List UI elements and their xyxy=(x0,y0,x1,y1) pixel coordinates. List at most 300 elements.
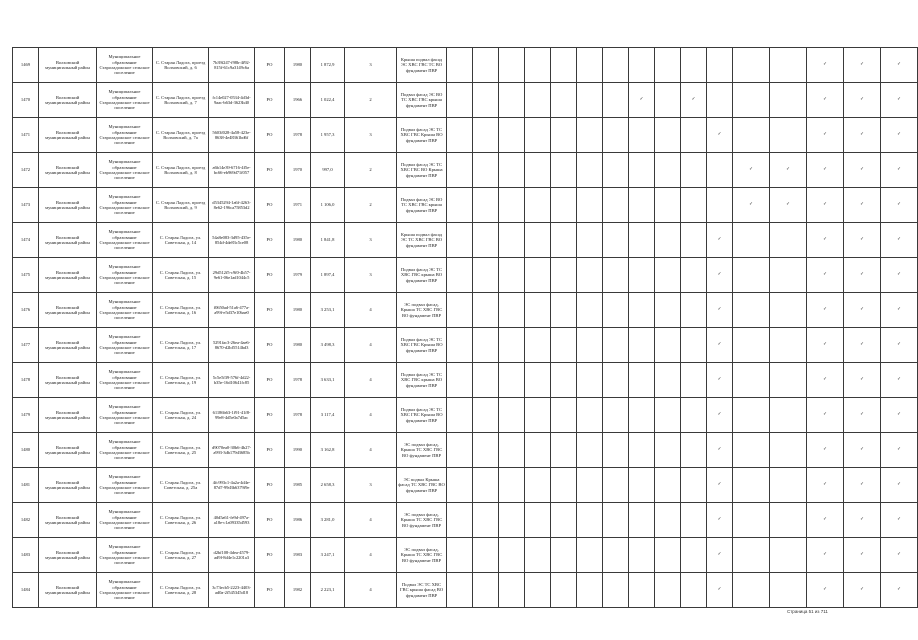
district-cell: Волховский муниципальный район xyxy=(39,293,97,328)
row-number: 1476 xyxy=(13,293,39,328)
settlement-cell: Муниципальное образование Староладожское сельское поселение xyxy=(97,118,153,153)
register-table xyxy=(12,47,918,608)
check-mark-icon: ✓ xyxy=(807,398,844,433)
table-row xyxy=(13,468,918,503)
empty-cell xyxy=(629,398,655,433)
table-row xyxy=(13,433,918,468)
empty-cell xyxy=(525,433,551,468)
empty-cell xyxy=(447,398,473,433)
empty-cell xyxy=(770,223,807,258)
check-mark-icon: ✓ xyxy=(881,258,918,293)
table-row xyxy=(13,538,918,573)
empty-cell xyxy=(733,363,770,398)
settlement-cell: Муниципальное образование Староладожское сельское поселение xyxy=(97,363,153,398)
check-mark-icon: ✓ xyxy=(844,188,881,223)
settlement-cell: Муниципальное образование Староладожское сельское поселение xyxy=(97,328,153,363)
works-cell: ЭС подвал Крыша фасад ТС ХВС ГВС ВО фундамент ПВР xyxy=(397,468,447,503)
empty-cell xyxy=(525,363,551,398)
guid-cell: 5603f028-4a58-423e-8638-4e48361bd6f xyxy=(209,118,255,153)
empty-cell xyxy=(707,188,733,223)
works-cell: Подвал фасад ЭС ТС ХВС ГВС Крыша ВО фундамент ПВР xyxy=(397,328,447,363)
empty-cell xyxy=(603,188,629,223)
empty-cell xyxy=(551,258,577,293)
empty-cell xyxy=(629,573,655,608)
check-mark-icon: ✓ xyxy=(807,48,844,83)
empty-cell xyxy=(551,398,577,433)
empty-cell xyxy=(473,573,499,608)
works-cell: ЭС подвал фасад, Крыша ТС ХВС ГВС ВО фундамент ПВР xyxy=(397,538,447,573)
table-row xyxy=(13,503,918,538)
check-mark-icon: ✓ xyxy=(881,83,918,118)
works-cell: Подвал ЭС ТС ХВС ГВС крыша фасад ВО фундамент ПВР xyxy=(397,573,447,608)
table-body xyxy=(13,48,918,608)
empty-cell xyxy=(655,398,681,433)
empty-cell xyxy=(681,538,707,573)
empty-cell xyxy=(770,83,807,118)
empty-cell xyxy=(473,538,499,573)
table-row xyxy=(13,118,918,153)
empty-cell xyxy=(499,363,525,398)
check-mark-icon: ✓ xyxy=(881,223,918,258)
empty-cell xyxy=(655,468,681,503)
empty-cell xyxy=(577,188,603,223)
check-mark-icon: ✓ xyxy=(807,153,844,188)
check-mark-icon: ✓ xyxy=(881,153,918,188)
empty-cell xyxy=(655,433,681,468)
row-number: 1469 xyxy=(13,48,39,83)
check-mark-icon: ✓ xyxy=(807,503,844,538)
empty-cell xyxy=(629,433,655,468)
check-mark-icon: ✓ xyxy=(881,188,918,223)
check-mark-icon: ✓ xyxy=(844,153,881,188)
row-number: 1477 xyxy=(13,328,39,363)
empty-cell xyxy=(629,293,655,328)
empty-cell xyxy=(681,48,707,83)
check-mark-icon: ✓ xyxy=(707,468,733,503)
year-cell: 1980 xyxy=(285,328,311,363)
district-cell: Волховский муниципальный район xyxy=(39,363,97,398)
check-mark-icon: ✓ xyxy=(707,293,733,328)
table-row xyxy=(13,83,918,118)
check-mark-icon: ✓ xyxy=(770,188,807,223)
empty-cell xyxy=(629,118,655,153)
empty-cell xyxy=(629,328,655,363)
empty-cell xyxy=(603,573,629,608)
empty-cell xyxy=(681,223,707,258)
year-cell: 1980 xyxy=(285,48,311,83)
empty-cell xyxy=(681,573,707,608)
empty-cell xyxy=(655,83,681,118)
area-cell: 3 253,1 xyxy=(311,293,345,328)
empty-cell xyxy=(473,83,499,118)
year-cell: 1990 xyxy=(285,433,311,468)
year-cell: 1971 xyxy=(285,188,311,223)
empty-cell xyxy=(770,48,807,83)
year-cell: 1980 xyxy=(285,223,311,258)
empty-cell xyxy=(603,153,629,188)
check-mark-icon: ✓ xyxy=(844,223,881,258)
empty-cell xyxy=(577,83,603,118)
check-mark-icon: ✓ xyxy=(881,398,918,433)
check-mark-icon: ✓ xyxy=(881,503,918,538)
check-mark-icon: ✓ xyxy=(807,293,844,328)
empty-cell xyxy=(681,433,707,468)
type-cell: РО xyxy=(255,433,285,468)
guid-cell: a6b14e39-6716-4f5e-bc66-eb969d71f057 xyxy=(209,153,255,188)
row-number: 1479 xyxy=(13,398,39,433)
empty-cell xyxy=(655,328,681,363)
empty-cell xyxy=(525,153,551,188)
empty-cell xyxy=(655,293,681,328)
floors-cell: 3 xyxy=(345,118,397,153)
empty-cell xyxy=(551,433,577,468)
empty-cell xyxy=(499,258,525,293)
empty-cell xyxy=(551,363,577,398)
empty-cell xyxy=(770,293,807,328)
check-mark-icon: ✓ xyxy=(707,223,733,258)
empty-cell xyxy=(733,118,770,153)
empty-cell xyxy=(551,328,577,363)
empty-cell xyxy=(681,188,707,223)
empty-cell xyxy=(525,188,551,223)
address-cell: С. Старая Ладога, проезд Волховский, д. 6 xyxy=(153,48,209,83)
check-mark-icon: ✓ xyxy=(881,328,918,363)
empty-cell xyxy=(525,398,551,433)
empty-cell xyxy=(733,398,770,433)
empty-cell xyxy=(447,83,473,118)
floors-cell: 3 xyxy=(345,48,397,83)
district-cell: Волховский муниципальный район xyxy=(39,258,97,293)
check-mark-icon: ✓ xyxy=(807,188,844,223)
page-footer: Страница 51 из 711 xyxy=(787,609,828,614)
works-cell: Крыша подвал фасад ЭС ТС ХВС ГВС ВО фундамент ПВР xyxy=(397,223,447,258)
empty-cell xyxy=(603,83,629,118)
empty-cell xyxy=(629,48,655,83)
area-cell: 2 658,3 xyxy=(311,468,345,503)
empty-cell xyxy=(603,538,629,573)
guid-cell: d2bf108-4dea-4579-ad9f-8d4e1c2201a3 xyxy=(209,538,255,573)
empty-cell xyxy=(447,188,473,223)
works-cell: Подвал фасад ЭС ТС ХВС ГВС крыша ВО фундамент ПВР xyxy=(397,363,447,398)
floors-cell: 4 xyxy=(345,363,397,398)
address-cell: С. Старая Ладога, ул. Советская, д. 27 xyxy=(153,538,209,573)
settlement-cell: Муниципальное образование Староладожское сельское поселение xyxy=(97,153,153,188)
empty-cell xyxy=(655,573,681,608)
guid-cell: d9070ea0-30b6-4b27-a993-3db179d3685b xyxy=(209,433,255,468)
empty-cell xyxy=(577,363,603,398)
empty-cell xyxy=(603,398,629,433)
works-cell: ЭС подвал фасад, Крыша ТС ХВС ГВС ВО фундамент ПВР xyxy=(397,503,447,538)
address-cell: С. Старая Ладога, проезд Волховский, д. 7 xyxy=(153,83,209,118)
floors-cell: 3 xyxy=(345,468,397,503)
guid-cell: d5345294-1a6f-4263-8e62-196ca75853d2 xyxy=(209,188,255,223)
floors-cell: 2 xyxy=(345,188,397,223)
district-cell: Волховский муниципальный район xyxy=(39,153,97,188)
settlement-cell: Муниципальное образование Староладожское сельское поселение xyxy=(97,223,153,258)
type-cell: РО xyxy=(255,83,285,118)
empty-cell xyxy=(681,293,707,328)
empty-cell xyxy=(603,48,629,83)
empty-cell xyxy=(681,153,707,188)
guid-cell: 29d512f5-c9f0-4b57-9e61-06e1ad1044c5 xyxy=(209,258,255,293)
settlement-cell: Муниципальное образование Староладожское сельское поселение xyxy=(97,503,153,538)
empty-cell xyxy=(770,258,807,293)
empty-cell xyxy=(473,398,499,433)
works-cell: Подвал фасад ЭС ТС ХВС ГВС крыша ВО фундамент ПВР xyxy=(397,258,447,293)
district-cell: Волховский муниципальный район xyxy=(39,433,97,468)
check-mark-icon: ✓ xyxy=(807,118,844,153)
empty-cell xyxy=(551,293,577,328)
empty-cell xyxy=(473,223,499,258)
empty-cell xyxy=(551,48,577,83)
area-cell: 1 957,3 xyxy=(311,118,345,153)
guid-cell: 61186b63-1f91-41f8-99e8-4d5e0a7d5ac xyxy=(209,398,255,433)
empty-cell xyxy=(577,223,603,258)
empty-cell xyxy=(603,293,629,328)
empty-cell xyxy=(499,398,525,433)
empty-cell xyxy=(447,153,473,188)
type-cell: РО xyxy=(255,468,285,503)
empty-cell xyxy=(629,188,655,223)
floors-cell: 4 xyxy=(345,293,397,328)
empty-cell xyxy=(499,153,525,188)
empty-cell xyxy=(577,153,603,188)
empty-cell xyxy=(577,293,603,328)
empty-cell xyxy=(473,328,499,363)
empty-cell xyxy=(770,468,807,503)
check-mark-icon: ✓ xyxy=(707,433,733,468)
empty-cell xyxy=(447,293,473,328)
empty-cell xyxy=(525,83,551,118)
check-mark-icon: ✓ xyxy=(733,188,770,223)
row-number: 1473 xyxy=(13,188,39,223)
empty-cell xyxy=(473,293,499,328)
empty-cell xyxy=(655,48,681,83)
empty-cell xyxy=(525,328,551,363)
empty-cell xyxy=(551,573,577,608)
empty-cell xyxy=(525,223,551,258)
empty-cell xyxy=(525,573,551,608)
empty-cell xyxy=(447,468,473,503)
floors-cell: 3 xyxy=(345,258,397,293)
table-row xyxy=(13,188,918,223)
check-mark-icon: ✓ xyxy=(844,293,881,328)
type-cell: РО xyxy=(255,293,285,328)
area-cell: 3 281,0 xyxy=(311,503,345,538)
works-cell: Крыша подвал фасад ЭС ХВС ГВС ТС ВО фундамент ПВР xyxy=(397,48,447,83)
empty-cell xyxy=(733,538,770,573)
empty-cell xyxy=(681,258,707,293)
floors-cell: 3 xyxy=(345,223,397,258)
empty-cell xyxy=(499,188,525,223)
check-mark-icon: ✓ xyxy=(707,118,733,153)
type-cell: РО xyxy=(255,363,285,398)
empty-cell xyxy=(733,433,770,468)
row-number: 1484 xyxy=(13,573,39,608)
check-mark-icon: ✓ xyxy=(844,468,881,503)
empty-cell xyxy=(577,328,603,363)
empty-cell xyxy=(733,328,770,363)
empty-cell xyxy=(770,573,807,608)
check-mark-icon: ✓ xyxy=(881,48,918,83)
area-cell: 3 117,4 xyxy=(311,398,345,433)
floors-cell: 4 xyxy=(345,538,397,573)
empty-cell xyxy=(473,468,499,503)
empty-cell xyxy=(629,503,655,538)
row-number: 1474 xyxy=(13,223,39,258)
check-mark-icon: ✓ xyxy=(844,118,881,153)
address-cell: С. Старая Ладога, ул. Советская, д. 25 xyxy=(153,433,209,468)
address-cell: С. Старая Ладога, ул. Советская, д. 19 xyxy=(153,363,209,398)
empty-cell xyxy=(733,48,770,83)
empty-cell xyxy=(733,258,770,293)
empty-cell xyxy=(603,328,629,363)
works-cell: Подвал фасад ЭС ВО ТС ХВС ГВС крыша фундамент ПВР xyxy=(397,188,447,223)
table-row xyxy=(13,258,918,293)
district-cell: Волховский муниципальный район xyxy=(39,83,97,118)
empty-cell xyxy=(655,118,681,153)
empty-cell xyxy=(629,538,655,573)
table-row xyxy=(13,363,918,398)
empty-cell xyxy=(577,468,603,503)
empty-cell xyxy=(499,503,525,538)
empty-cell xyxy=(447,258,473,293)
district-cell: Волховский муниципальный район xyxy=(39,328,97,363)
empty-cell xyxy=(603,503,629,538)
empty-cell xyxy=(629,153,655,188)
check-mark-icon: ✓ xyxy=(733,153,770,188)
check-mark-icon: ✓ xyxy=(807,223,844,258)
type-cell: РО xyxy=(255,48,285,83)
empty-cell xyxy=(473,188,499,223)
empty-cell xyxy=(707,83,733,118)
year-cell: 1983 xyxy=(285,538,311,573)
empty-cell xyxy=(603,433,629,468)
empty-cell xyxy=(525,468,551,503)
check-mark-icon: ✓ xyxy=(844,258,881,293)
empty-cell xyxy=(447,223,473,258)
empty-cell xyxy=(499,48,525,83)
type-cell: РО xyxy=(255,153,285,188)
type-cell: РО xyxy=(255,573,285,608)
guid-cell: 40d5a61-fe9d-497a-a18e-c1a09335d593 xyxy=(209,503,255,538)
check-mark-icon: ✓ xyxy=(881,363,918,398)
check-mark-icon: ✓ xyxy=(881,433,918,468)
row-number: 1483 xyxy=(13,538,39,573)
empty-cell xyxy=(655,153,681,188)
empty-cell xyxy=(603,258,629,293)
address-cell: С. Старая Ладога, ул. Советская, д. 16 xyxy=(153,293,209,328)
empty-cell xyxy=(681,118,707,153)
area-cell: 2 223,1 xyxy=(311,573,345,608)
area-cell: 3 498,3 xyxy=(311,328,345,363)
empty-cell xyxy=(603,363,629,398)
empty-cell xyxy=(681,468,707,503)
guid-cell: 5c5e5f39-576f-4d22-b35e-16d10641fc85 xyxy=(209,363,255,398)
area-cell: 1 872,9 xyxy=(311,48,345,83)
empty-cell xyxy=(733,468,770,503)
row-number: 1481 xyxy=(13,468,39,503)
area-cell: 1 106,0 xyxy=(311,188,345,223)
guid-cell: f0650ad-51a6-477a-a99f-e5d37e10bae0 xyxy=(209,293,255,328)
empty-cell xyxy=(499,223,525,258)
check-mark-icon: ✓ xyxy=(770,153,807,188)
empty-cell xyxy=(447,538,473,573)
address-cell: С. Старая Ладога, ул. Советская, д. 26 xyxy=(153,503,209,538)
empty-cell xyxy=(499,83,525,118)
district-cell: Волховский муниципальный район xyxy=(39,188,97,223)
table-row xyxy=(13,48,918,83)
empty-cell xyxy=(681,398,707,433)
empty-cell xyxy=(473,363,499,398)
settlement-cell: Муниципальное образование Староладожское сельское поселение xyxy=(97,538,153,573)
floors-cell: 4 xyxy=(345,398,397,433)
check-mark-icon: ✓ xyxy=(707,258,733,293)
year-cell: 1982 xyxy=(285,573,311,608)
empty-cell xyxy=(447,48,473,83)
check-mark-icon: ✓ xyxy=(707,398,733,433)
district-cell: Волховский муниципальный район xyxy=(39,118,97,153)
table-row xyxy=(13,398,918,433)
year-cell: 1978 xyxy=(285,118,311,153)
area-cell: 1 022,4 xyxy=(311,83,345,118)
empty-cell xyxy=(525,118,551,153)
area-cell: 3 633,1 xyxy=(311,363,345,398)
empty-cell xyxy=(629,468,655,503)
row-number: 1482 xyxy=(13,503,39,538)
row-number: 1470 xyxy=(13,83,39,118)
table-row xyxy=(13,293,918,328)
check-mark-icon: ✓ xyxy=(844,48,881,83)
empty-cell xyxy=(551,188,577,223)
empty-cell xyxy=(473,153,499,188)
check-mark-icon: ✓ xyxy=(881,468,918,503)
empty-cell xyxy=(525,293,551,328)
check-mark-icon: ✓ xyxy=(629,83,655,118)
empty-cell xyxy=(577,433,603,468)
row-number: 1472 xyxy=(13,153,39,188)
settlement-cell: Муниципальное образование Староладожское сельское поселение xyxy=(97,188,153,223)
empty-cell xyxy=(770,503,807,538)
check-mark-icon: ✓ xyxy=(707,538,733,573)
guid-cell: fc14e027-0534-4d3d-9aac-b63d-3623b40 xyxy=(209,83,255,118)
empty-cell xyxy=(551,503,577,538)
empty-cell xyxy=(577,48,603,83)
empty-cell xyxy=(525,48,551,83)
guid-cell: 3c73ecb5-2223-4403-ad0a-2f545345d18 xyxy=(209,573,255,608)
empty-cell xyxy=(551,83,577,118)
empty-cell xyxy=(473,48,499,83)
empty-cell xyxy=(577,258,603,293)
check-mark-icon: ✓ xyxy=(807,538,844,573)
works-cell: ЭС подвал фасад, Крыша ТС ХВС ГВС ВО фундамент ПВР xyxy=(397,433,447,468)
check-mark-icon: ✓ xyxy=(881,293,918,328)
type-cell: РО xyxy=(255,188,285,223)
empty-cell xyxy=(655,538,681,573)
empty-cell xyxy=(770,538,807,573)
empty-cell xyxy=(473,433,499,468)
empty-cell xyxy=(447,118,473,153)
empty-cell xyxy=(681,503,707,538)
district-cell: Волховский муниципальный район xyxy=(39,468,97,503)
district-cell: Волховский муниципальный район xyxy=(39,573,97,608)
check-mark-icon: ✓ xyxy=(707,573,733,608)
settlement-cell: Муниципальное образование Староладожское сельское поселение xyxy=(97,398,153,433)
year-cell: 1978 xyxy=(285,363,311,398)
area-cell: 3 162,8 xyxy=(311,433,345,468)
area-cell: 1 897,4 xyxy=(311,258,345,293)
floors-cell: 4 xyxy=(345,503,397,538)
